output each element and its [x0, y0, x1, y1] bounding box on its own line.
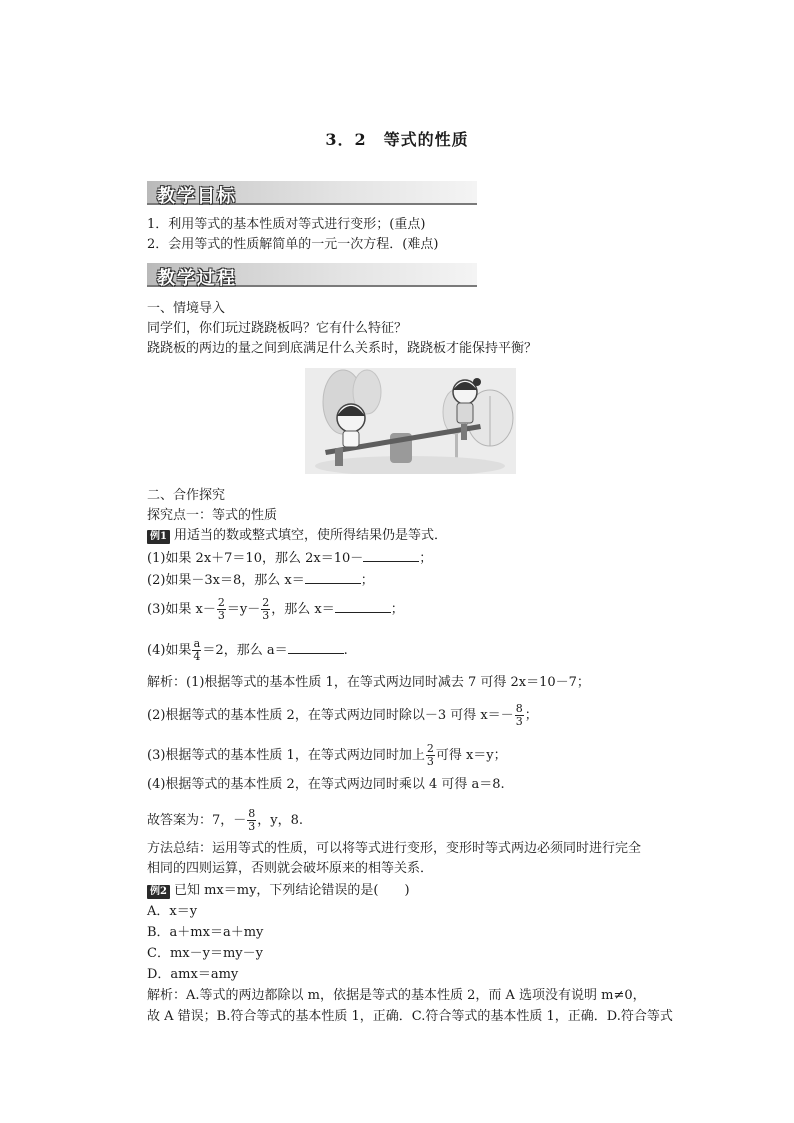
section-banner-process	[147, 263, 477, 287]
intro-question-1: 同学们，你们玩过跷跷板吗？它有什么特征？	[147, 321, 408, 336]
option-d: D．amx＝amy	[147, 967, 239, 982]
fraction-eight-thirds: $\frac{8}{3}$	[515, 702, 523, 728]
item-text: 故答案为：7，－	[147, 813, 247, 828]
example-2-stem	[147, 882, 410, 900]
seesaw-image	[305, 368, 516, 474]
example-1-item-1: (1)如果 2x＋7＝10，那么 2x＝10－ ；	[147, 551, 433, 566]
intro-heading: 一、情境导入	[147, 301, 226, 316]
example-2-analysis-2: 故 A 错误；B.符合等式的基本性质 1，正确．C.符合等式的基本性质 1，正确．D.符合等式	[147, 1009, 673, 1024]
intro-question-2: 跷跷板的两边的量之间到底满足什么关系时，跷跷板才能保持平衡？	[147, 341, 538, 356]
analysis-1: 解析：(1)根据等式的基本性质 1，在等式两边同时减去 7 可得 2x＝10－7；	[147, 675, 590, 690]
answer-summary	[147, 808, 303, 833]
answer-blank[interactable]	[363, 549, 419, 562]
fraction-two-thirds: $\frac{2}{3}$	[262, 596, 270, 622]
fraction-two-thirds: $\frac{2}{3}$	[426, 742, 434, 768]
method-summary-2: 相同的四则运算，否则就会破坏原来的相等关系．	[147, 861, 434, 876]
analysis-2: (2)根据等式的基本性质 2，在等式两边同时除以－3 可得 x＝－ $\frac{8}{3}$ ；	[147, 702, 538, 728]
section-banner-label: 教学过程	[157, 268, 237, 289]
example-2-text: 已知 mx＝my，下列结论错误的是( )	[173, 883, 410, 898]
analysis-3	[147, 743, 507, 768]
section-banner-goals	[147, 181, 477, 205]
seesaw-illustration	[305, 368, 516, 474]
example-1-item-2: (2)如果－3x＝8，那么 x＝ ；	[147, 573, 374, 588]
fraction-a-over-4: $\frac{a}{4}$	[193, 637, 201, 663]
example-1-tag: 例1	[147, 530, 170, 544]
item-text: ＝y－	[226, 602, 261, 617]
option-c: C．mx－y＝my－y	[147, 946, 263, 961]
answer-blank[interactable]	[305, 571, 361, 584]
section-banner-label: 教学目标	[157, 186, 237, 207]
example-2-tag: 例2	[147, 885, 170, 899]
analysis-4: (4)根据等式的基本性质 2，在等式两边同时乘以 4 可得 a＝8.	[147, 777, 505, 792]
item-text: 可得 x＝y；	[435, 748, 507, 763]
item-text: ，那么 x＝	[271, 602, 335, 617]
goal-item-2: 2．会用等式的性质解简单的一元一次方程．(难点)	[147, 237, 439, 252]
item-text: (3)根据等式的基本性质 1，在等式两边同时加上	[147, 748, 425, 763]
explore-point: 探究点一：等式的性质	[147, 508, 278, 523]
example-2-analysis-1: 解析：A.等式的两边都除以 m，依据是等式的基本性质 2，而 A 选项没有说明 m≠0，	[147, 988, 646, 1003]
item-text: (4)如果	[147, 643, 192, 658]
example-1-stem	[147, 527, 447, 545]
item-text: (2)根据等式的基本性质 2，在等式两边同时除以－3 可得 x＝－	[147, 708, 514, 723]
page-title: 3．2 等式的性质	[325, 130, 469, 149]
goal-item-1: 1．利用等式的基本性质对等式进行变形；(重点)	[147, 217, 426, 232]
explore-heading: 二、合作探究	[147, 488, 226, 503]
fraction-two-thirds: $\frac{2}{3}$	[217, 596, 225, 622]
item-text: (2)如果－3x＝8，那么 x＝	[147, 573, 305, 588]
method-summary-1: 方法总结：运用等式的性质，可以将等式进行变形，变形时等式两边必须同时进行完全	[147, 841, 642, 856]
item-text: (3)如果 x－	[147, 602, 216, 617]
example-1-item-4: (4)如果 $\frac{a}{4}$ ＝2，那么 a＝ .	[147, 637, 348, 663]
item-text: ，y，8.	[257, 813, 304, 828]
example-1-text: 用适当的数或整式填空，使所得结果仍是等式．	[173, 528, 447, 543]
item-text: (1)如果 2x＋7＝10，那么 2x＝10－	[147, 551, 364, 566]
item-text: ＝2，那么 a＝	[202, 643, 288, 658]
option-a: A．x＝y	[147, 904, 198, 919]
fraction-eight-thirds: $\frac{8}{3}$	[248, 807, 256, 833]
answer-blank[interactable]	[288, 641, 344, 654]
answer-blank[interactable]	[335, 600, 391, 613]
example-1-item-3: (3)如果 x－ $\frac{2}{3}$ ＝y－ $\frac{2}{3}$ ，那么 x＝ ；	[147, 596, 404, 622]
option-b: B．a＋mx＝a＋my	[147, 925, 264, 940]
